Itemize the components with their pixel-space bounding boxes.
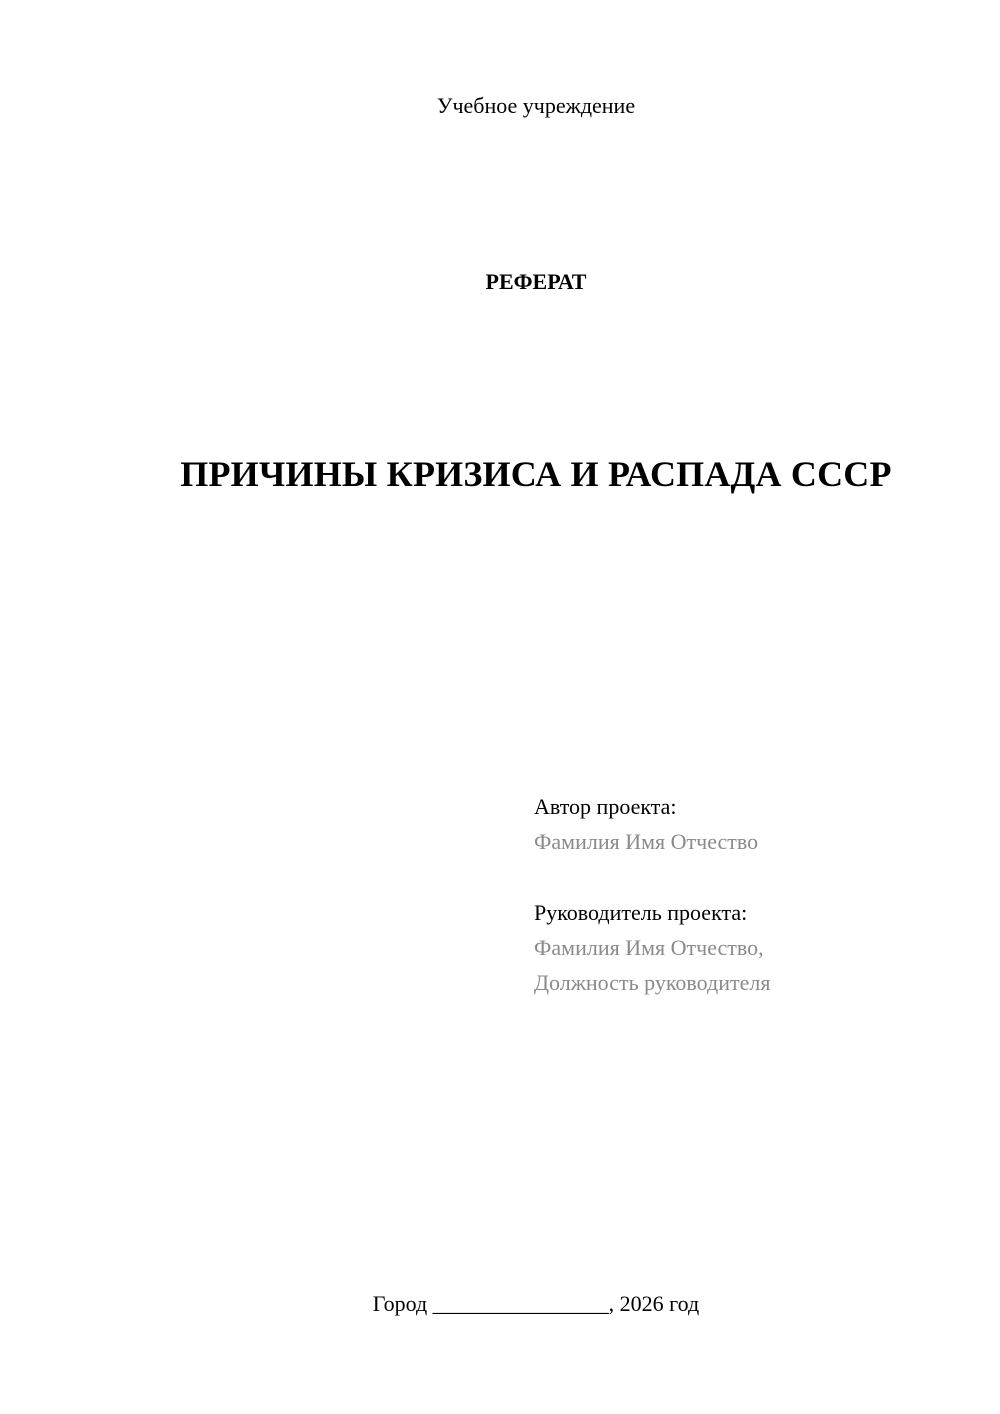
institution-name: Учебное учреждение (436, 93, 636, 118)
supervisor-position-placeholder: Должность руководителя (534, 970, 771, 995)
author-label: Автор проекта: (534, 794, 677, 819)
document-title: ПРИЧИНЫ КРИЗИСА И РАСПАДА СССР (180, 454, 892, 494)
credits-spacer (534, 859, 974, 895)
credits-block (534, 789, 974, 1000)
document-type: РЕФЕРАТ (485, 269, 587, 294)
author-name-placeholder: Фамилия Имя Отчество (534, 829, 759, 854)
city-year-line: Город ________________, 2026 год (372, 1291, 700, 1316)
supervisor-name-placeholder: Фамилия Имя Отчество, (534, 935, 764, 960)
supervisor-label: Руководитель проекта: (534, 900, 748, 925)
